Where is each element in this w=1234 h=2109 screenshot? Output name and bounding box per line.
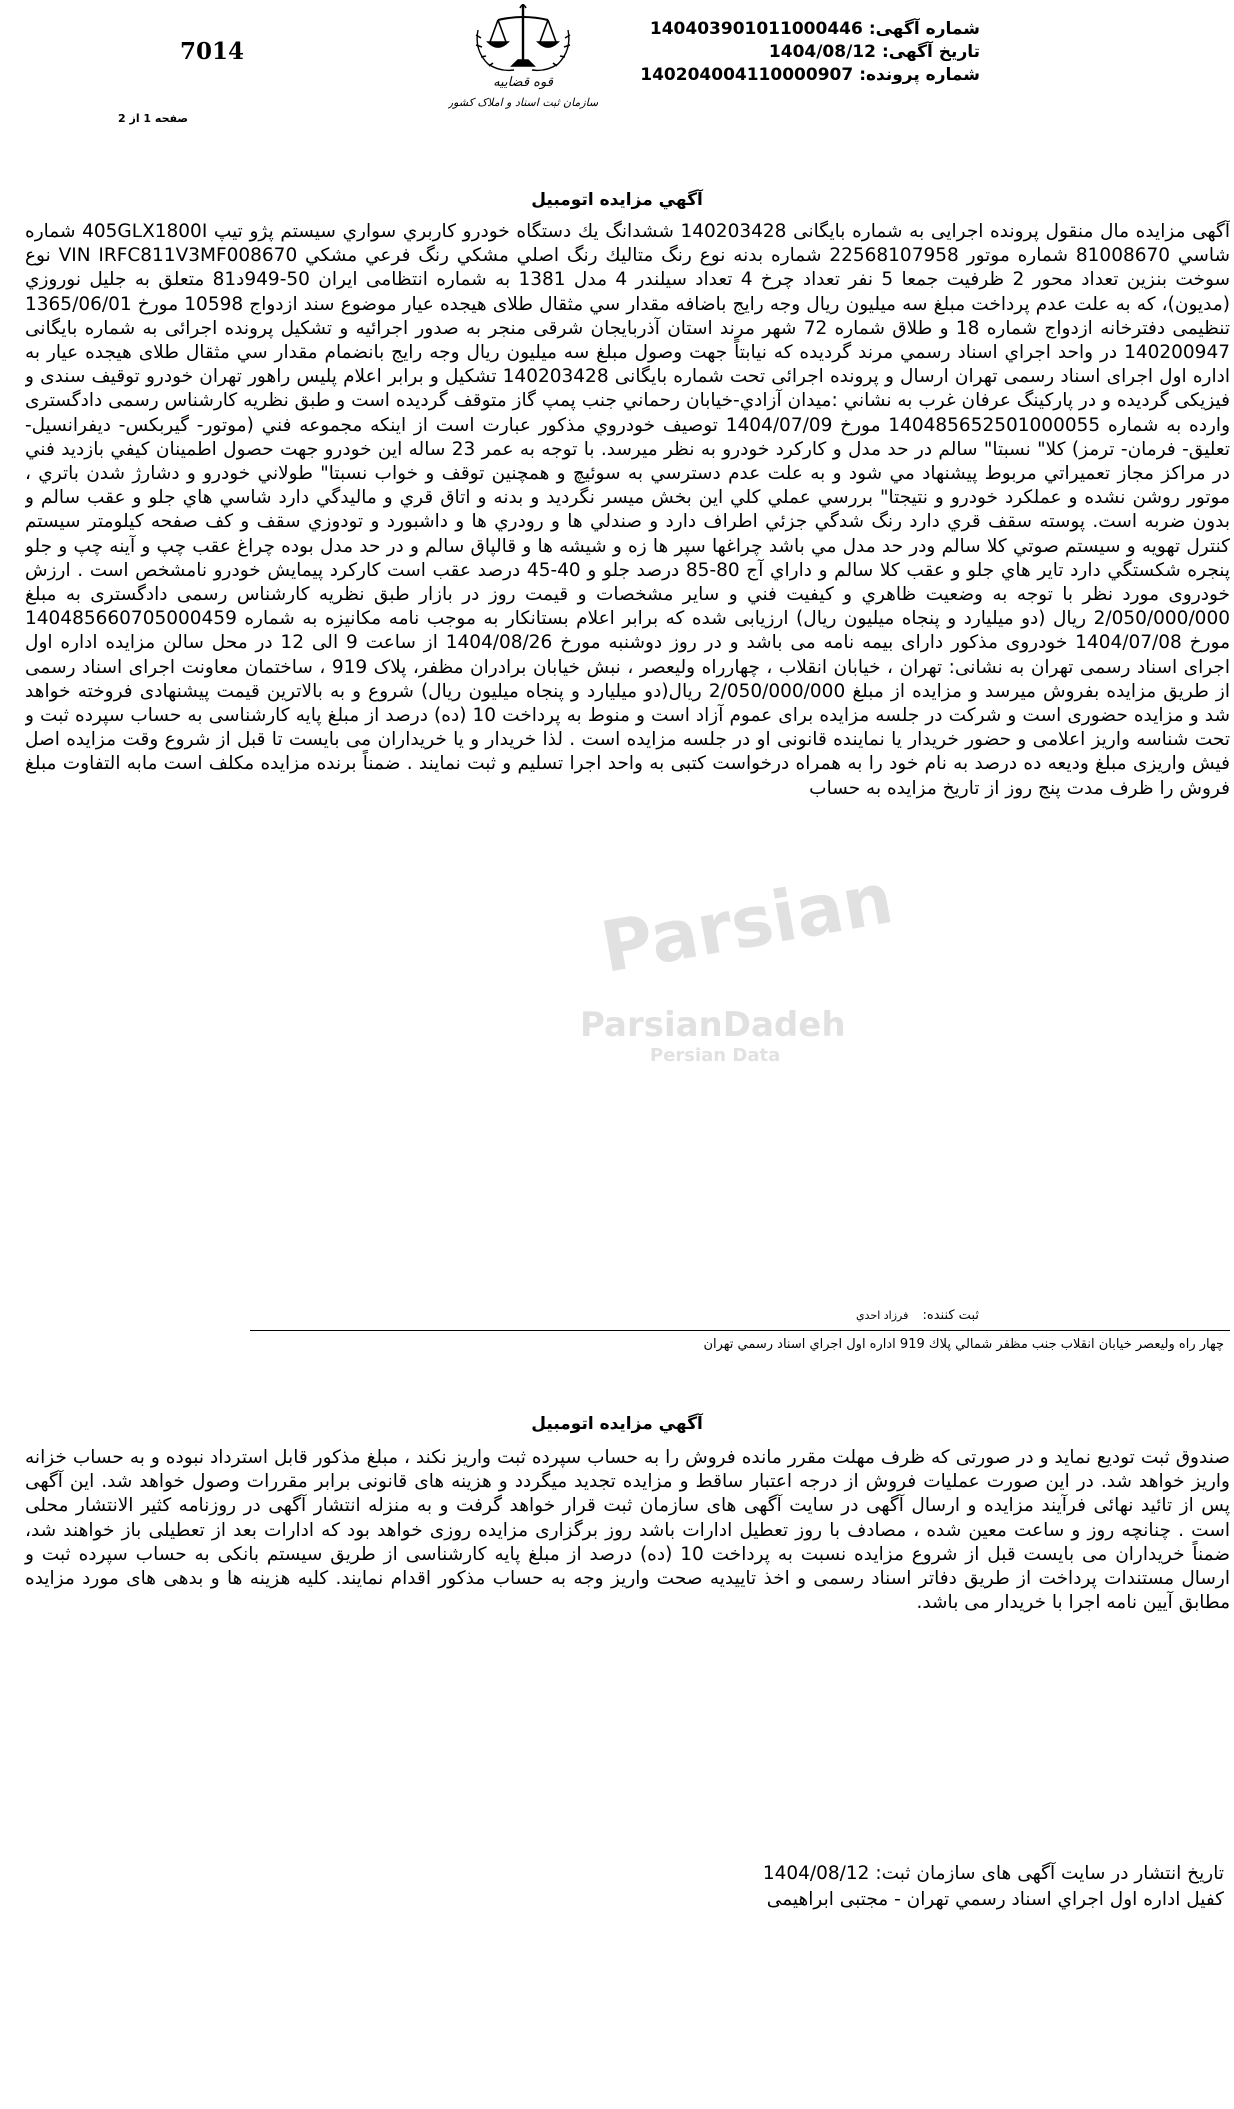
reference-block bbox=[560, 18, 980, 87]
publish-date-line bbox=[763, 1862, 1224, 1886]
watermark-large: Parsian bbox=[595, 857, 899, 989]
registrar-name: فرزاد احدي bbox=[856, 1309, 909, 1322]
case-number-label: شماره پرونده: bbox=[859, 65, 980, 85]
section2-body: صندوق ثبت تودیع نماید و در صورتی که ظرف مهلت مقرر مانده فروش را به حساب سپرده ثبت واریز نکند ، مبلغ مذکور قابل استرداد نبوده و به حساب خزانه واریز خواهد شد. در این صورت عملیات فروش از درجه اعتبار ساقط و مزایده تجدید میگردد و هزینه های قانونی برابر مقررات وصول خواهد شد. این آگهی پس از تائید نهائی فرآیند مزایده و ارسال آگهی در سایت آگهی های سازمان ثبت قرار خواهد گرفت و به منزله انتشار آگهی در روزنامه کثیر الانتشار محلی است . چنانچه روز و ساعت معین شده ، مصادف با روز تعطیل ادارات باشد روز برگزاری مزایده روزی خواهد بود که ادارات بعد از تعطیلی باز خواهند شد، ضمناً خریداران می بایست قبل از شروع مزایده نسبت به پرداخت 10 (ده) درصد از مبلغ پایه کارشناسی از طریق سیستم بانکی به حساب سپرده ثبت و ارسال مستندات پرداخت از طریق دفاتر اسناد رسمی و اخذ تاییدیه صحت واریز وجه به حساب مذکور اقدام نمایند. کلیه هزینه ها و بدهی های مورد مزایده مطابق آیین نامه اجرا با خریدار می باشد. bbox=[25, 1447, 1231, 1614]
ad-number-label: شماره آگهی: bbox=[868, 19, 980, 39]
office-address: چهار راه وليعصر خيابان انقلاب جنب مظفر شمالي پلاك 919 اداره اول اجراي اسناد رسمي تهران bbox=[703, 1337, 1224, 1352]
judiciary-emblem bbox=[448, 0, 598, 118]
publish-date: 1404/08/12 bbox=[762, 1863, 870, 1884]
section2-title: آگهي مزايده اتومبيل bbox=[531, 1414, 703, 1434]
ad-date-line bbox=[560, 41, 980, 64]
emblem-text-bottom: سازمان ثبت اسناد و املاک کشور bbox=[448, 96, 598, 109]
document-code: 7014 bbox=[180, 38, 245, 65]
case-number-line bbox=[560, 64, 980, 87]
registrar bbox=[856, 1308, 979, 1323]
scales-of-justice-icon bbox=[476, 4, 570, 70]
publish-date-label: تاريخ انتشار در سايت آگهی های سازمان ثبت: bbox=[875, 1863, 1224, 1884]
ad-date-label: تاریخ آگهی: bbox=[881, 42, 980, 62]
ad-date: 1404/08/12 bbox=[768, 42, 876, 62]
footer-signature: کفیل اداره اول اجراي اسناد رسمي تهران - مجتبی ابراهیمی bbox=[766, 1889, 1224, 1910]
page-indicator: صفحه 1 از 2 bbox=[118, 112, 189, 125]
section1-body: آگهی مزایده مال منقول پرونده اجرایی به شماره بایگانی 140203428 ششدانگ يك دستگاه خودرو كاربري سواري سيستم پژو تيپ 405GLX1800I شماره شاسي 81008670 شماره موتور 22568107958 شماره بدنه نوع رنگ متاليك رنگ اصلي مشكي رنگ فرعي مشكي VIN IRFC811V3MF008670 نوع سوخت بنزين تعداد محور 2 ظرفيت جمعا 5 نفر تعداد چرخ 4 تعداد سيلندر 4 مدل 1381 به شماره انتظامی ایران 50-949د81 متعلق به جلیل نوروزي (مدیون)، که به علت عدم پرداخت مبلغ سه میلیون ریال وجه رایج باضافه مقدار سي مثقال طلای هیجده عیار موضوع سند ازدواج 10598 مورخ 1365/06/01 تنظیمی دفترخانه ازدواج شماره 18 و طلاق شماره 72 شهر مرند استان آذربایجان شرقی منجر به صدور اجرائیه و تشکیل پرونده اجرائی به شماره بایگانی 140200947 در واحد اجراي اسناد رسمي مرند گرديده كه نيابتاً جهت وصول مبلغ سه ميليون ريال وجه رايج بانضمام مقدار سي مثقال طلای هیجده عیار به اداره اول اجرای اسناد رسمی تهران ارسال و پرونده اجرائی تحت شماره بایگانی 140203428 تشکیل و برابر اعلام پلیس راهور تهران خودرو توقیف سندی و فیزیکی گردیده و در پارکینگ عرفان غرب به نشاني :میدان آزادي-خیابان رحماني جنب پمپ گاز متوقف گردیده است و طبق نظریه کارشناس رسمی دادگستری وارده به شماره 140485652501000055 مورخ 1404/07/09 توصیف خودروي مذكور عبارت است از اينكه مجموعه فني (موتور- گيربكس- ديفرانسيل-تعليق- فرمان- ترمز) كلا" نسبتا" سالم در حد مدل و كاركرد خودرو به نظر ميرسد. با توجه به عمر 23 ساله اين خودرو جهت حصول اطمينان كيفي بازديد فني در مراكز مجاز تعميراتي مربوط پيشنهاد مي شود و به علت عدم دسترسي به سوئيچ و همچنين توقف و خواب نسبتا" طولاني خودرو و دشارژ شدن باتري ، موتور روشن نشده و عملكرد خودرو و نتيجتا" بررسي عملي كلي اين بخش ميسر نگرديد و بدنه و اتاق قري و ماليدگي دارد شاسي هاي جلو و عقب سالم و بدون ضربه است. پوسته سقف قري دارد رنگ شدگي جزئي اطراف دارد و صندلي ها و رودري ها و داشبورد و تودوزي سقف و كف صفحه كيلومتر سيستم كنترل تهويه و سيستم صوتي كلا سالم ودر حد مدل مي باشد چراغها سپر ها زه و شيشه ها و قالپاق سالم و در حد مدل بوده چراغ عقب چپ و آينه چپ و جلو پنجره شكستگي دارد تاير هاي جلو و عقب كلا سالم و داراي آج 80-85 درصد جلو و 40-45 درصد عقب است كاركرد پيمايش خودرو نامشخص است . ارزش خودروی مورد نظر با توجه به وضعيت ظاهري و كيفيت فني و ساير مشخصات و قيمت روز در بازار طبق نظریه کارشناس رسمی دادگستری به مبلغ 2/050/000/000 ريال (دو ميليارد و پنجاه ميليون ريال) ارزیابی شده که برابر اعلام بستانکار به موجب نامه مکانیزه به شماره 140485660705000459 مورخ 1404/07/08 خودروی مذکور دارای بیمه نامه می باشد و در روز دوشنبه مورخ 1404/08/26 از ساعت 9 الی 12 در محل سالن مزايده اداره اول اجرای اسناد رسمی تهران به نشانی: تهران ، خیابان انقلاب ، چهارراه ولیعصر ، نبش خیابان برادران مظفر، پلاک 919 ، ساختمان معاونت اجرای اسناد رسمی از طريق مزايده بفروش میرسد و مزايده از مبلغ 2/050/000/000 ريال(دو ميليارد و پنجاه ميليون ريال) شروع و به بالاترين قيمت پيشنهادی فروخته خواهد شد و مزایده حضوری است و شرکت در جلسه مزایده برای عموم آزاد است و منوط به پرداخت 10 (ده) درصد از مبلغ پایه کارشناسی به حساب سپرده ثبت و تحت شناسه واریز اعلامی و حضور خریدار یا نماینده قانونی او در جلسه مزایده است . لذا خریدار و یا خریداران می بایست تا قبل از شروع وقت مزایده اصل فیش واریزی مبلغ ودیعه ده درصد به نام خود را به همراه درخواست کتبی به واحد اجرا تسلیم و ثبت نمایند . ضمناً برنده مزایده مکلف است مابه التفاوت مبلغ فروش را ظرف مدت پنج روز از تاریخ مزایده به حساب bbox=[25, 221, 1230, 799]
case-number: 140204004110000907 bbox=[640, 65, 854, 85]
registrar-label: ثبت كننده: bbox=[922, 1308, 979, 1323]
watermark-site: ParsianDadeh bbox=[580, 1005, 846, 1045]
ad-number-line bbox=[560, 18, 980, 41]
watermark-sub: Persian Data bbox=[650, 1045, 781, 1066]
ad-number: 140403901011000446 bbox=[649, 19, 863, 39]
emblem-text-top: قوه قضاییه bbox=[493, 75, 553, 90]
section1-title: آگهي مزايده اتومبيل bbox=[531, 190, 703, 210]
divider bbox=[250, 1330, 1230, 1331]
